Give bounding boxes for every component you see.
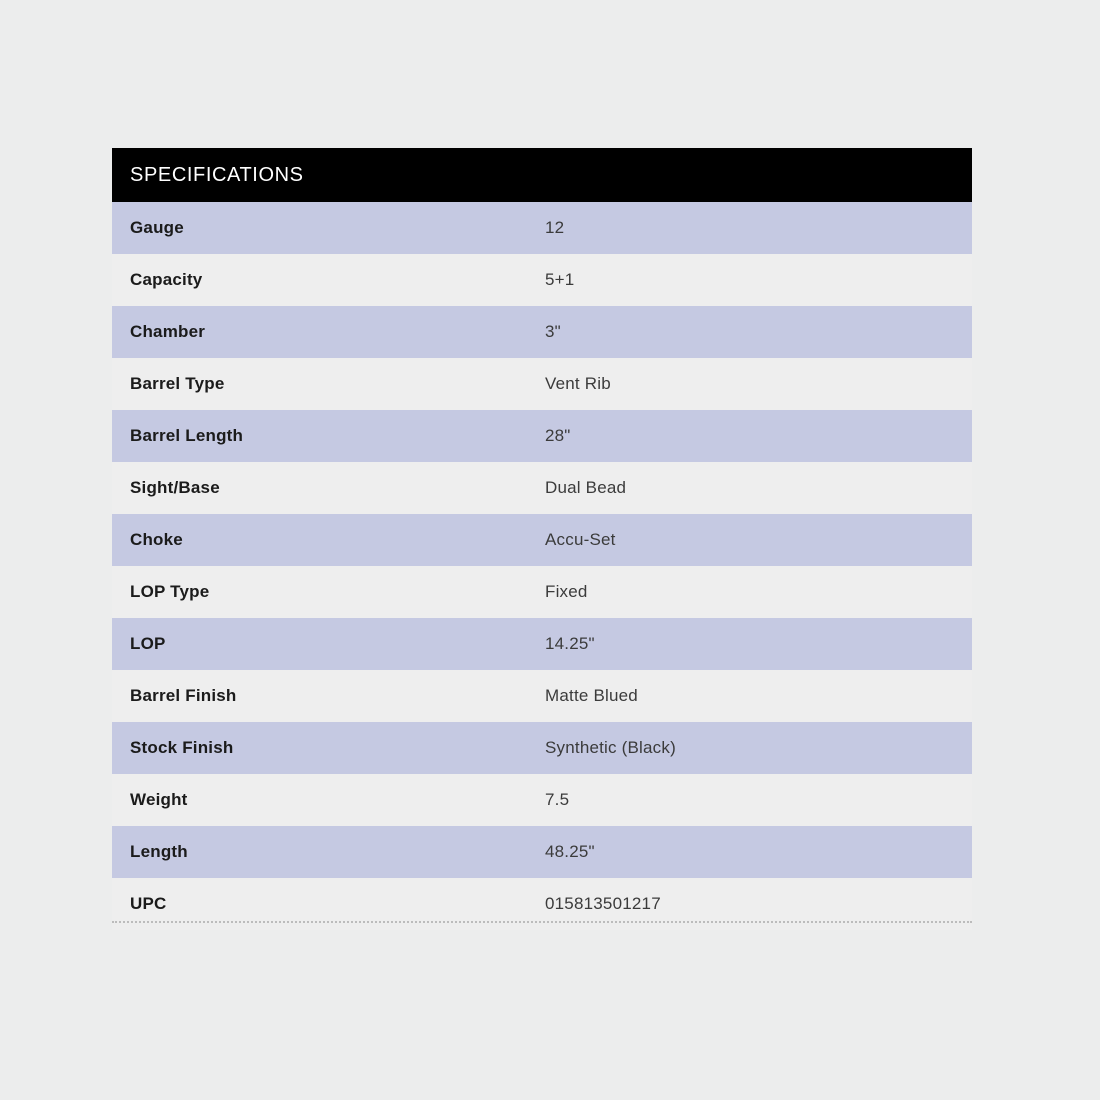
spec-label: Weight bbox=[112, 774, 542, 826]
spec-label: Length bbox=[112, 826, 542, 878]
table-row bbox=[112, 410, 972, 462]
spec-label: Stock Finish bbox=[112, 722, 542, 774]
spec-label: Chamber bbox=[112, 306, 542, 358]
table-row bbox=[112, 826, 972, 878]
spec-value: 3" bbox=[542, 306, 972, 358]
specifications-table-head bbox=[112, 148, 972, 202]
spec-value: 48.25" bbox=[542, 826, 972, 878]
table-row bbox=[112, 514, 972, 566]
spec-value: Fixed bbox=[542, 566, 972, 618]
table-row bbox=[112, 462, 972, 514]
table-row bbox=[112, 254, 972, 306]
spec-value: 015813501217 bbox=[542, 878, 972, 930]
spec-label: UPC bbox=[112, 878, 542, 930]
table-row bbox=[112, 566, 972, 618]
spec-value: 28" bbox=[542, 410, 972, 462]
spec-value: 12 bbox=[542, 202, 972, 254]
spec-label: LOP bbox=[112, 618, 542, 670]
spec-value: Vent Rib bbox=[542, 358, 972, 410]
spec-label: Barrel Finish bbox=[112, 670, 542, 722]
table-row bbox=[112, 618, 972, 670]
table-row bbox=[112, 306, 972, 358]
spec-label: LOP Type bbox=[112, 566, 542, 618]
table-row bbox=[112, 722, 972, 774]
spec-value: 14.25" bbox=[542, 618, 972, 670]
spec-label: Barrel Length bbox=[112, 410, 542, 462]
specifications-header-row bbox=[112, 148, 972, 202]
spec-value: Matte Blued bbox=[542, 670, 972, 722]
spec-label: Sight/Base bbox=[112, 462, 542, 514]
table-row bbox=[112, 670, 972, 722]
spec-label: Gauge bbox=[112, 202, 542, 254]
spec-value: Dual Bead bbox=[542, 462, 972, 514]
table-row bbox=[112, 774, 972, 826]
specifications-table-body bbox=[112, 202, 972, 930]
spec-label: Barrel Type bbox=[112, 358, 542, 410]
table-row bbox=[112, 202, 972, 254]
table-row bbox=[112, 358, 972, 410]
spec-value: 5+1 bbox=[542, 254, 972, 306]
specifications-title: SPECIFICATIONS bbox=[112, 148, 972, 202]
spec-label: Capacity bbox=[112, 254, 542, 306]
spec-label: Choke bbox=[112, 514, 542, 566]
spec-value: Accu-Set bbox=[542, 514, 972, 566]
spec-value: Synthetic (Black) bbox=[542, 722, 972, 774]
specifications-table bbox=[112, 148, 972, 930]
spec-value: 7.5 bbox=[542, 774, 972, 826]
table-bottom-divider bbox=[112, 921, 972, 923]
